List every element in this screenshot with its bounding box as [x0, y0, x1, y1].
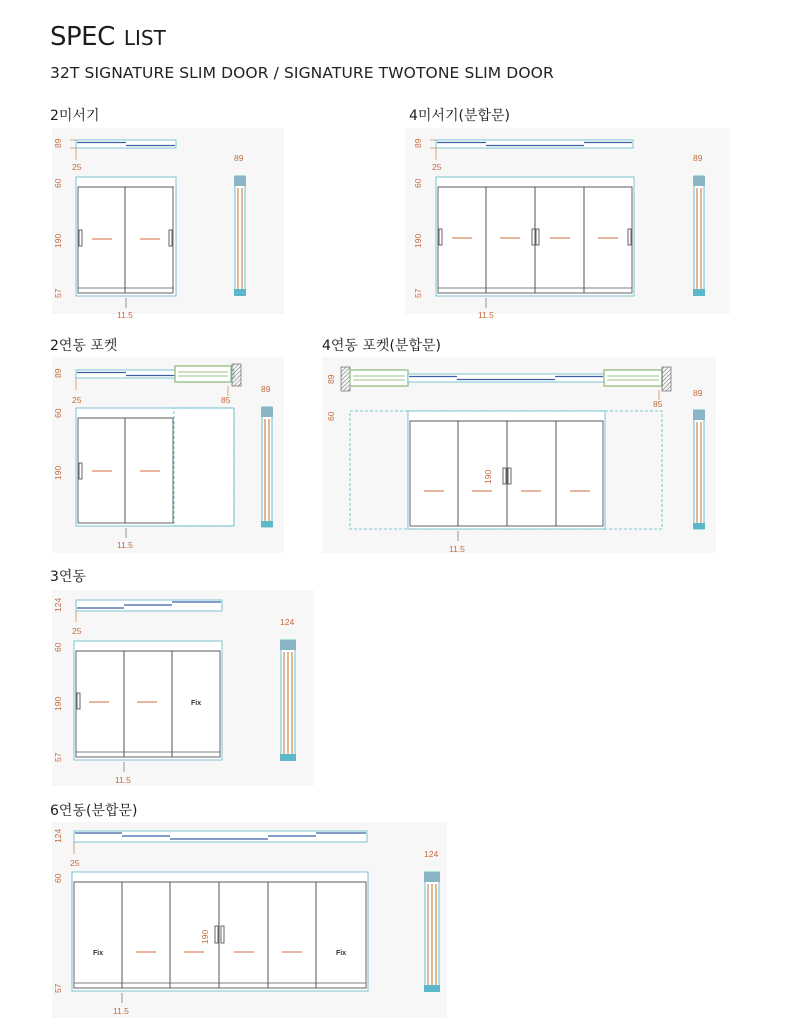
dim-handle: 190: [483, 469, 493, 484]
section-label-3yeondong: 3연동: [50, 569, 86, 585]
dim-head: 60: [413, 178, 423, 188]
plan-view: [74, 831, 367, 854]
drawing-3yeondong: [53, 598, 296, 785]
section-view: [234, 176, 246, 296]
dim-handle: 190: [53, 465, 63, 480]
dim-pocket: 85: [653, 399, 663, 409]
elevation-view: [436, 177, 634, 308]
dim-head: 60: [53, 178, 63, 188]
dim-offset: 25: [72, 162, 82, 172]
dim-top: 89: [53, 138, 63, 148]
dim-bottom: 11.5: [478, 310, 494, 320]
dim-side: 89: [261, 384, 271, 394]
drawing-6yeondong: [53, 829, 440, 1016]
elevation-view: [76, 408, 234, 538]
plan-view: [76, 600, 222, 622]
section-view: [424, 872, 440, 992]
plan-view: [430, 140, 633, 160]
plan-view: [341, 367, 671, 400]
dim-pocket: 85: [221, 395, 231, 405]
dim-handle: 190: [53, 233, 63, 248]
dim-top: 124: [53, 597, 63, 612]
page-subtitle: 32T SIGNATURE SLIM DOOR / SIGNATURE TWOTONE SLIM DOOR: [50, 64, 554, 82]
dim-handle: 190: [53, 696, 63, 711]
dim-bottom: 11.5: [115, 775, 131, 785]
section-label-4pocket: 4연동 포켓(분합문): [322, 338, 441, 354]
drawing-2pocket: [53, 364, 273, 550]
section-view: [280, 640, 296, 761]
dim-handle: 190: [200, 929, 210, 944]
dim-side: 89: [234, 153, 244, 163]
dim-side: 124: [424, 849, 439, 859]
dim-top: 124: [53, 828, 63, 843]
dim-head: 60: [53, 642, 63, 652]
dim-offset: 25: [72, 395, 82, 405]
fix-label: Fix: [191, 700, 202, 707]
dim-sill: 57: [53, 983, 63, 993]
plan-view: [76, 364, 241, 396]
dim-side: 124: [280, 617, 295, 627]
dim-top: 89: [326, 374, 336, 384]
fix-label-right: Fix: [336, 950, 347, 957]
elevation-view: [350, 411, 662, 541]
drawing-4pocket: [326, 367, 705, 554]
dim-bottom: 11.5: [113, 1006, 129, 1016]
drawing-2misegi: [53, 138, 246, 320]
dim-bottom: 11.5: [449, 544, 465, 554]
dim-top: 89: [413, 138, 423, 148]
dim-offset: 25: [72, 626, 82, 636]
dim-top: 89: [53, 368, 63, 378]
section-view: [693, 176, 705, 296]
dim-bottom: 11.5: [117, 540, 133, 550]
dim-sill: 57: [413, 288, 423, 298]
section-label-6yeondong: 6연동(분합문): [50, 803, 138, 819]
section-view: [693, 410, 705, 529]
dim-side: 89: [693, 153, 703, 163]
section-label-2misegi: 2미서기: [50, 108, 100, 124]
title-sub: LIST: [123, 26, 166, 50]
dim-sill: 57: [53, 288, 63, 298]
dim-offset: 25: [70, 858, 80, 868]
drawing-4misegi: [413, 138, 705, 320]
fix-label-left: Fix: [93, 950, 104, 957]
dim-sill: 57: [53, 752, 63, 762]
dim-bottom: 11.5: [117, 310, 133, 320]
dim-offset: 25: [432, 162, 442, 172]
section-label-2pocket: 2연동 포켓: [50, 338, 118, 354]
section-view: [261, 407, 273, 527]
elevation-view: [76, 177, 176, 308]
dim-handle: 190: [413, 233, 423, 248]
elevation-view: [72, 872, 368, 1003]
title-main: SPEC: [50, 22, 115, 52]
dim-head: 60: [326, 411, 336, 421]
section-label-4misegi: 4미서기(분합문): [409, 108, 510, 124]
plan-view: [70, 140, 176, 160]
dim-head: 60: [53, 873, 63, 883]
dim-head: 60: [53, 408, 63, 418]
dim-side: 89: [693, 388, 703, 398]
